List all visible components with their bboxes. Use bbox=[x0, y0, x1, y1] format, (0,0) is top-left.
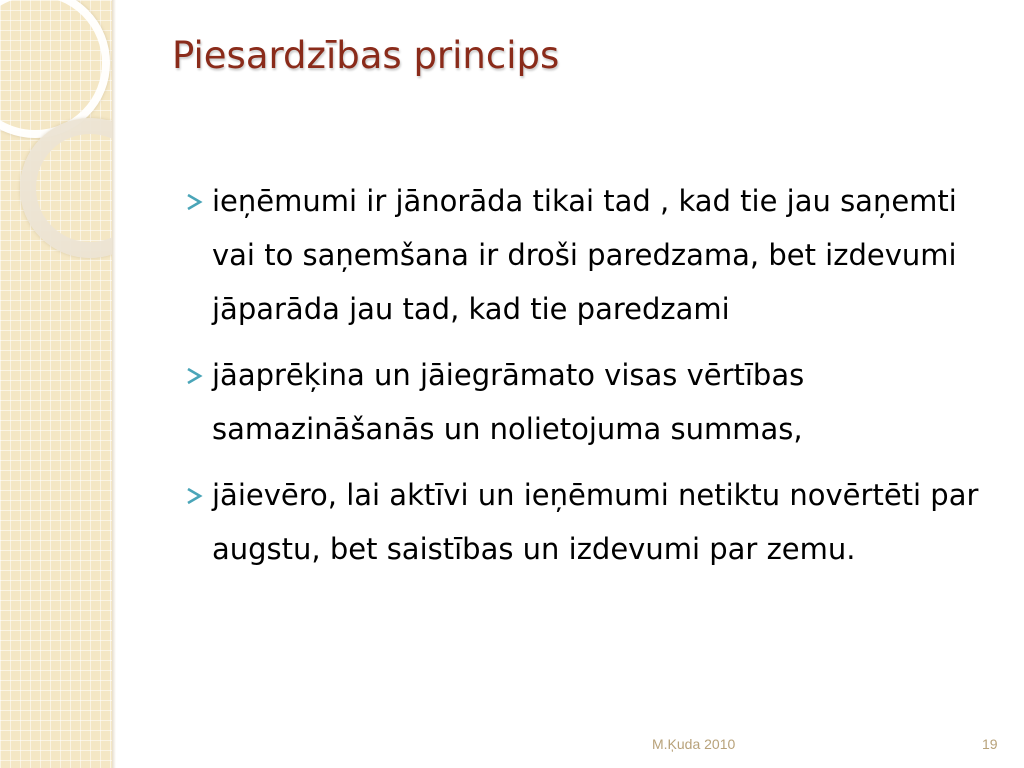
arrow-bullet-icon bbox=[184, 192, 204, 212]
bullet-item bbox=[184, 468, 999, 576]
side-panel-edge bbox=[112, 0, 116, 768]
bullet-text: jāievēro, lai aktīvi un ieņēmumi netiktu novērtēti par augstu, bet saistības un izdevumi par zemu. bbox=[212, 478, 979, 566]
arrow-bullet-icon bbox=[184, 486, 204, 506]
bullet-item bbox=[184, 348, 999, 456]
bullet-text: ieņēmumi ir jānorāda tikai tad , kad tie jau saņemti vai to saņemšana ir droši paredzama, bet izdevumi jāparāda jau tad, kad tie paredzami bbox=[212, 184, 957, 326]
footer-author: M.Ķuda 2010 bbox=[652, 736, 736, 752]
bullet-text: jāaprēķina un jāiegrāmato visas vērtības samazināšanās un nolietojuma summas, bbox=[212, 358, 805, 446]
page-number: 19 bbox=[982, 736, 998, 752]
arrow-bullet-icon bbox=[184, 366, 204, 386]
decorative-ring-icon bbox=[20, 118, 112, 258]
slide-title: Piesardzības princips bbox=[172, 34, 560, 77]
bullet-list bbox=[184, 174, 999, 588]
bullet-item bbox=[184, 174, 999, 336]
decorative-side-panel bbox=[0, 0, 112, 768]
